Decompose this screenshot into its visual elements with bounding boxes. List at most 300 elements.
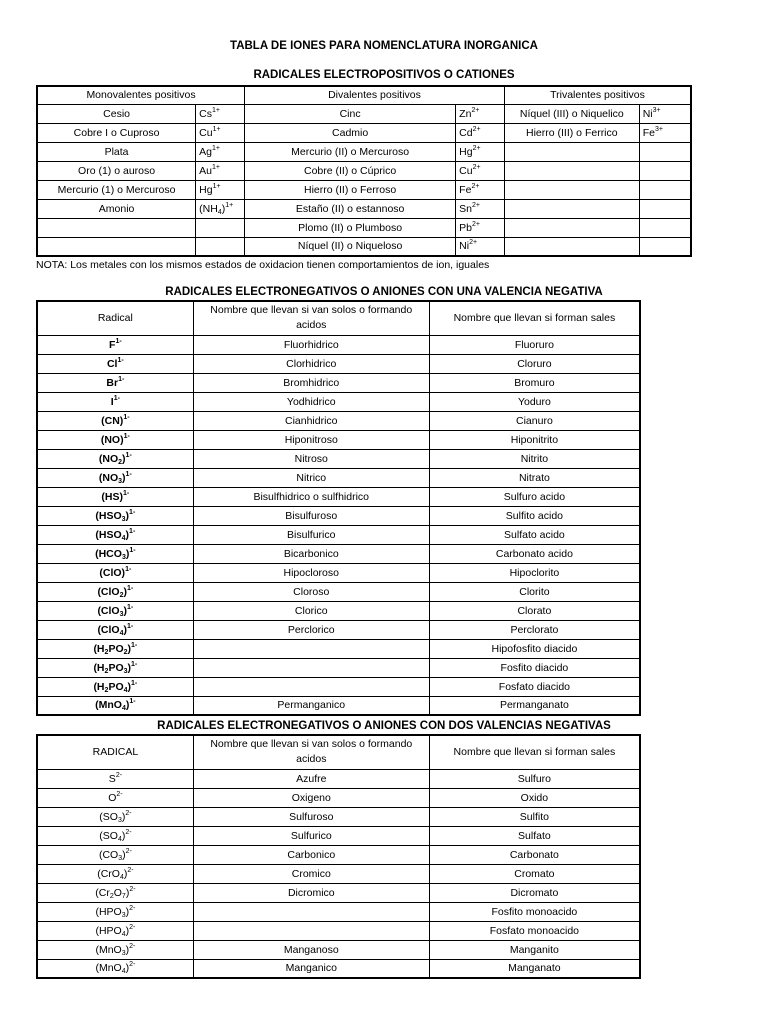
formula-part: ) [127,642,132,655]
anion-acid-name [193,658,429,677]
cation-symbol [456,199,505,218]
cation-name: Hierro (II) o Ferroso [245,180,456,199]
anion-row [37,788,640,807]
anion-row [37,620,640,639]
anion-row [37,658,640,677]
formula-part: ) [125,924,130,937]
anion-row [37,601,640,620]
formula-part: ) [127,661,132,674]
formula-charge: 1- [131,660,138,668]
anion-row [37,487,640,506]
cation-element: Ag [199,145,212,158]
header-acid-name: Nombre que llevan si van solos o formando acidos [193,735,429,769]
anion-acid-name: Carbonico [193,845,429,864]
cation-row [37,180,691,199]
anion-acid-name: Bromhidrico [193,373,429,392]
anion-salt-name: Sulfito acido [429,506,640,525]
formula-part: ) [125,509,130,522]
header-acid-name: Nombre que llevan si van solos o formando acidos [193,301,429,335]
anion-radical [37,658,193,677]
anion-radical [37,902,193,921]
anions2-header-row [37,735,640,769]
formula-part: ) [122,471,126,484]
anion-row [37,354,640,373]
formula-subscript: 3 [117,816,122,824]
anion-salt-name: Nitrito [429,449,640,468]
anion-salt-name: Perclorato [429,620,640,639]
anion-radical [37,506,193,525]
cation-element: Cs [199,107,212,120]
formula-part: ) [123,604,128,617]
formula-part: (ClO) [99,566,126,579]
formula-charge: 1- [129,698,136,706]
anion-radical [37,769,193,788]
cation-paren: ) [221,202,226,215]
cation-symbol [196,180,245,199]
anion-radical [37,544,193,563]
anion-radical [37,601,193,620]
cation-row [37,142,691,161]
anion-acid-name: Hiponitroso [193,430,429,449]
anion-row [37,807,640,826]
formula-part: (Cr [95,886,110,899]
cation-name: Cesio [37,104,196,123]
anion-salt-name: Dicromato [429,883,640,902]
anion-acid-name: Sulfuroso [193,807,429,826]
cation-symbol [456,218,505,237]
header-salt-name: Nombre que llevan si forman sales [429,735,640,769]
anion-radical [37,639,193,658]
formula-part: (H [93,642,105,655]
anion-acid-name: Bisulfuroso [193,506,429,525]
cation-symbol [639,104,691,123]
anion-salt-name: Fosfato diacido [429,677,640,696]
anion-salt-name: Permanganato [429,696,640,715]
anion-radical [37,959,193,978]
cation-symbol [196,237,245,256]
formula-charge: 2- [115,771,123,779]
cation-charge: 1+ [212,125,221,133]
cation-charge: 1+ [211,144,220,152]
cation-name: Cobre (II) o Cúprico [245,161,456,180]
cation-symbol [639,199,691,218]
formula-part: PO [108,680,124,693]
cation-name: Níquel (II) o Niqueloso [245,237,456,256]
formula-subscript: 4 [121,534,126,542]
anion-row [37,544,640,563]
formula-subscript: 2 [123,648,128,656]
cation-charge: 2+ [471,106,480,114]
formula-charge: 1- [127,603,134,611]
formula-subscript: 7 [121,892,126,900]
cation-symbol [639,123,691,142]
formula-charge: 2- [125,809,132,817]
cation-name: Cadmio [245,123,456,142]
formula-charge: 1- [123,413,130,421]
formula-subscript: 4 [119,873,124,881]
cation-element: Cu [459,164,473,177]
formula-part: (H [93,680,105,693]
anion-acid-name: Hipocloroso [193,563,429,582]
formula-subscript: 3 [121,911,126,919]
anions2-table [36,734,641,979]
anion-salt-name: Sulfato [429,826,640,845]
anion-salt-name: Sulfato acido [429,525,640,544]
formula-part: (SO [99,810,118,823]
anions1-header-row [37,301,640,335]
formula-subscript: 3 [119,610,124,618]
anion-radical [37,468,193,487]
anion-salt-name: Sulfuro [429,769,640,788]
anion-radical [37,883,193,902]
cation-name [37,218,196,237]
cation-name [37,237,196,256]
cation-element: Cu [199,126,213,139]
anion-salt-name: Fluoruro [429,335,640,354]
formula-charge: 1- [125,451,132,459]
formula-charge: 1- [129,546,136,554]
anion-row [37,677,640,696]
anion-salt-name: Manganito [429,940,640,959]
cation-name [504,142,639,161]
cation-element: Ni [642,107,653,120]
cation-charge: 1+ [225,201,234,209]
formula-charge: 1- [123,432,130,440]
formula-part: PO [108,661,124,674]
formula-charge: 1- [125,470,132,478]
cation-symbol [196,199,245,218]
anion-acid-name: Clorico [193,601,429,620]
formula-part: (HS) [101,490,124,503]
cation-name [504,237,639,256]
formula-part: (SO [99,829,118,842]
cation-charge: 2+ [471,182,480,190]
anion-radical [37,940,193,959]
header-divalent: Divalentes positivos [245,86,505,104]
anion-acid-name: Cianhidrico [193,411,429,430]
formula-part: (HSO [95,509,122,522]
formula-part: (HCO [95,547,122,560]
anion-salt-name: Clorito [429,582,640,601]
cation-charge: 1+ [212,182,221,190]
formula-charge: 1- [113,394,120,402]
cation-charge: 1+ [211,106,220,114]
cation-charge: 3+ [654,125,663,133]
cation-subscript: 4 [217,208,222,216]
formula-part: ) [123,623,128,636]
formula-subscript: 3 [118,477,123,485]
anion-salt-name: Yoduro [429,392,640,411]
formula-charge: 2- [129,942,136,950]
cation-charge: 2+ [472,201,480,209]
formula-part: ) [123,867,128,880]
anion-acid-name: Manganoso [193,940,429,959]
cation-name: Níquel (III) o Niquelico [504,104,639,123]
formula-charge: 1- [123,489,130,497]
formula-subscript: 4 [121,968,126,976]
header-trivalent: Trivalentes positivos [504,86,691,104]
anion-acid-name: Yodhidrico [193,392,429,411]
formula-part: ) [125,699,130,712]
formula-subscript: 2 [104,648,109,656]
anion-row [37,449,640,468]
cation-name: Oro (1) o auroso [37,161,196,180]
cation-charge: 2+ [469,239,478,247]
formula-charge: 1- [129,508,136,516]
anion-row [37,639,640,658]
anion-acid-name [193,677,429,696]
anion-salt-name: Sulfuro acido [429,487,640,506]
formula-part: O [113,886,122,899]
formula-part: (MnO [95,962,122,975]
formula-charge: 2- [125,847,132,855]
formula-part: O [108,791,117,804]
formula-part: (MnO [95,943,122,956]
formula-part: (NO) [100,433,124,446]
anion-row [37,525,640,544]
formula-subscript: 3 [118,854,123,862]
cation-name [504,218,639,237]
formula-subscript: 3 [121,553,126,561]
formula-part: (H [93,661,105,674]
header-radical: Radical [37,301,193,335]
anion-acid-name: Perclorico [193,620,429,639]
cation-symbol [639,218,691,237]
cation-row [37,199,691,218]
cation-symbol [456,123,505,142]
formula-subscript: 3 [121,949,126,957]
anion-radical [37,620,193,639]
formula-part: S [108,772,116,785]
anions2-title: RADICALES ELECTRONEGATIVOS O ANIONES CON DOS VALENCIAS NEGATIVAS [157,720,611,732]
formula-part: PO [108,642,124,655]
anion-acid-name: Dicromico [193,883,429,902]
formula-charge: 1- [127,622,134,630]
cation-name [504,180,639,199]
formula-subscript: 4 [123,686,128,694]
formula-subscript: 2 [104,667,109,675]
main-title: TABLA DE IONES PARA NOMENCLATURA INORGANICA [230,40,538,52]
anion-acid-name: Sulfurico [193,826,429,845]
formula-subscript: 2 [118,458,123,466]
anion-salt-name: Carbonato acido [429,544,640,563]
formula-subscript: 4 [121,705,126,713]
formula-charge: 1- [125,565,132,573]
anion-row [37,373,640,392]
cation-symbol [196,123,245,142]
formula-part: (NO [98,471,119,484]
formula-subscript: 2 [104,686,109,694]
formula-charge: 2- [129,961,136,969]
formula-charge: 1- [115,337,122,345]
anion-row [37,769,640,788]
anion-row [37,563,640,582]
formula-part: ) [121,829,126,842]
anion-radical [37,807,193,826]
anion-radical [37,845,193,864]
anion-acid-name: Oxigeno [193,788,429,807]
anion-radical [37,788,193,807]
formula-part: (CN) [101,414,124,427]
anion-acid-name: Bicarbonico [193,544,429,563]
anion-salt-name: Bromuro [429,373,640,392]
formula-charge: 1- [129,527,136,535]
formula-part: (MnO [95,699,122,712]
cation-symbol [196,104,245,123]
cation-charge: 3+ [652,106,661,114]
cation-element: (NH [199,202,218,215]
cation-name: Plomo (II) o Plumboso [245,218,456,237]
anion-row [37,921,640,940]
cation-name: Amonio [37,199,196,218]
anion-salt-name: Carbonato [429,845,640,864]
anion-salt-name: Fosfito monoacido [429,902,640,921]
anion-row [37,940,640,959]
cations-header-row [37,86,691,104]
cation-name: Cinc [245,104,456,123]
cation-row [37,218,691,237]
formula-part: ) [123,585,128,598]
cation-element: Fe [459,183,472,196]
anion-radical [37,563,193,582]
formula-part: (HPO [95,905,122,918]
anion-row [37,696,640,715]
anion-acid-name: Cloroso [193,582,429,601]
anion-salt-name: Hiponitrito [429,430,640,449]
anion-salt-name: Manganato [429,959,640,978]
anion-acid-name: Bisulfurico [193,525,429,544]
formula-subscript: 4 [121,930,126,938]
formula-charge: 1- [127,584,134,592]
anion-acid-name: Azufre [193,769,429,788]
cation-symbol [639,237,691,256]
cations-title: RADICALES ELECTROPOSITIVOS O CATIONES [253,69,515,81]
formula-subscript: 4 [119,629,124,637]
anion-acid-name: Manganico [193,959,429,978]
formula-part: (NO [98,452,119,465]
anion-row [37,959,640,978]
formula-part: ) [122,848,126,861]
formula-charge: 2- [129,885,136,893]
anions1-title: RADICALES ELECTRONEGATIVOS O ANIONES CON UNA VALENCIA NEGATIVA [165,286,603,298]
formula-charge: 2- [129,904,136,912]
formula-subscript: 3 [121,515,126,523]
cation-symbol [456,104,505,123]
anion-salt-name: Cloruro [429,354,640,373]
formula-subscript: 2 [119,591,124,599]
cation-name [504,199,639,218]
cation-charge: 1+ [211,163,220,171]
formula-subscript: 3 [123,667,128,675]
formula-part: ) [125,943,130,956]
anion-radical [37,582,193,601]
formula-charge: 1- [118,375,125,383]
anion-row [37,883,640,902]
formula-charge: 1- [131,679,138,687]
formula-charge: 2- [125,828,132,836]
formula-charge: 2- [127,866,134,874]
cation-element: Ni [459,240,470,253]
formula-part: (CO [98,848,119,861]
cation-name: Mercurio (II) o Mercuroso [245,142,456,161]
anion-acid-name: Fluorhidrico [193,335,429,354]
cation-element: Hg [459,145,473,158]
cation-symbol [456,237,505,256]
formula-part: (ClO [97,623,120,636]
cation-row [37,123,691,142]
cation-name [504,161,639,180]
anion-salt-name: Cromato [429,864,640,883]
cation-element: Cd [459,126,473,139]
cation-symbol [639,180,691,199]
anion-row [37,826,640,845]
cations-table [36,85,692,257]
anion-acid-name: Nitrico [193,468,429,487]
cation-element: Fe [642,126,655,139]
cation-symbol [456,180,505,199]
anion-radical [37,525,193,544]
cation-element: Pb [459,221,473,234]
formula-charge: 1- [131,641,138,649]
anion-row [37,864,640,883]
anion-row [37,468,640,487]
anions1-table [36,300,641,716]
formula-part: ) [125,905,130,918]
cation-row [37,104,691,123]
formula-part: Cl [106,357,118,370]
cation-row [37,237,691,256]
formula-charge: 2- [116,790,123,798]
anion-radical [37,696,193,715]
anion-salt-name: Hipoclorito [429,563,640,582]
anion-acid-name: Bisulfhidrico o sulfhidrico [193,487,429,506]
formula-part: F [109,338,116,351]
formula-charge: 2- [129,923,136,931]
anion-salt-name: Fosfito diacido [429,658,640,677]
anion-row [37,392,640,411]
anion-acid-name: Nitroso [193,449,429,468]
anion-salt-name: Sulfito [429,807,640,826]
formula-part: Br [106,376,119,389]
formula-part: (ClO [97,585,120,598]
cations-note: NOTA: Los metales con los mismos estados de oxidacion tienen comportamientos de ion, iguales [36,259,490,271]
anion-row [37,902,640,921]
formula-part: (HSO [95,528,122,541]
anion-row [37,582,640,601]
cation-element: Hg [199,183,213,196]
anion-radical [37,449,193,468]
cation-element: Au [199,164,212,177]
formula-part: ) [121,810,126,823]
anion-row [37,845,640,864]
formula-part: I [110,395,114,408]
cation-name: Plata [37,142,196,161]
anion-salt-name: Hipofosfito diacido [429,639,640,658]
cation-element: Zn [459,107,472,120]
header-salt-name: Nombre que llevan si forman sales [429,301,640,335]
formula-part: ) [122,452,126,465]
formula-part: ) [125,528,130,541]
anion-radical [37,373,193,392]
anion-acid-name [193,902,429,921]
formula-part: ) [127,680,132,693]
cation-charge: 2+ [472,144,481,152]
anion-radical [37,487,193,506]
cation-name: Estaño (II) o estannoso [245,199,456,218]
cation-element: Sn [459,202,473,215]
cation-charge: 2+ [472,220,480,228]
cation-name: Cobre I o Cuproso [37,123,196,142]
